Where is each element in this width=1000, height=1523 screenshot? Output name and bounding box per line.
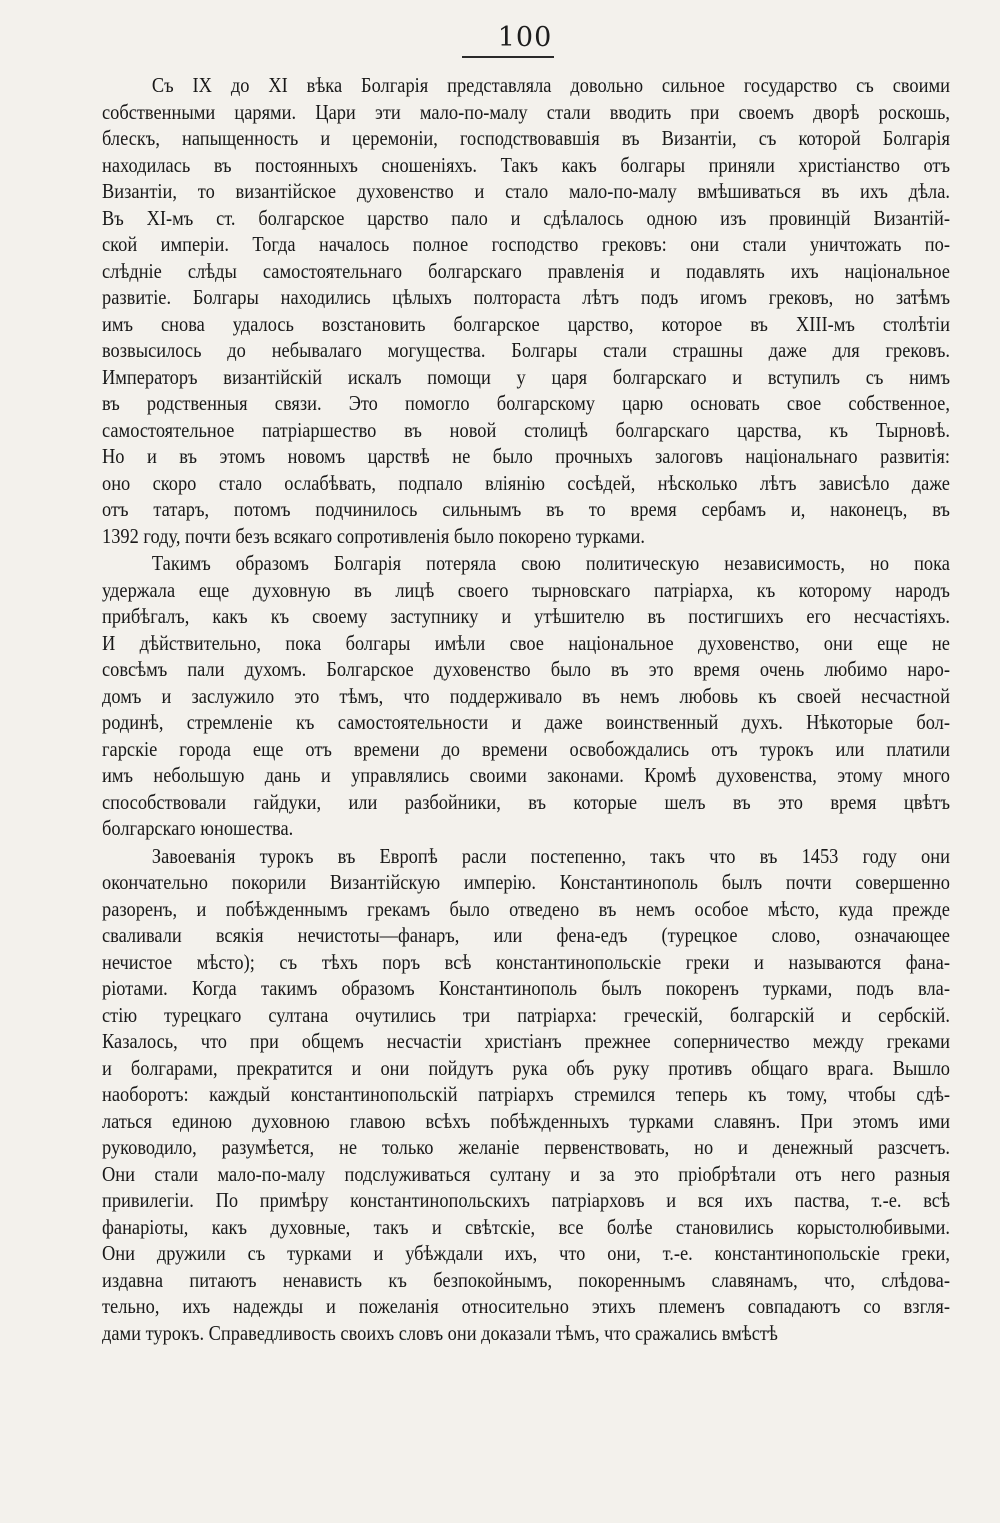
text-line: отъ татаръ, потомъ подчинилось сильнымъ въ то время сербамъ и, наконецъ, въ: [102, 497, 950, 521]
text-line: домъ и заслужило это тѣмъ, что поддерживало въ немъ любовь къ своей несчастной: [102, 683, 950, 708]
text-line: имъ небольшую дань и управлялись своими законами. Кромѣ духовенства, этому много: [102, 763, 950, 787]
text-line: возвысилось до небывалаго могущества. Болгары стали страшны даже для грековъ.: [102, 338, 950, 362]
text-line: совсѣмъ пали духомъ. Болгарское духовенство было въ это время очень любимо наро-: [102, 657, 950, 681]
text-line: родинѣ, стремленіе къ самостоятельности и даже воинственный духъ. Нѣкоторые бол-: [102, 710, 950, 734]
text-line: стію турецкаго султана очутились три патріарха: греческій, болгарскій и сербскій.: [102, 1002, 950, 1027]
text-line: ріотами. Когда такимъ образомъ Константинополь былъ покоренъ турками, подъ вла-: [102, 976, 950, 1000]
text-line: способствовали гайдуки, или разбойники, въ которые шелъ въ это время цвѣтъ: [102, 789, 950, 814]
page-number: 100: [497, 22, 553, 53]
paragraph-3: [102, 843, 950, 1347]
text-line: и болгарами, прекратится и они пойдутъ рука объ руку противъ общаго врага. Вышло: [102, 1055, 950, 1080]
text-line: удержала еще духовную въ лицѣ своего тырновскаго патріарха, къ которому народъ: [102, 577, 950, 602]
text-line: Но и въ этомъ новомъ царствѣ не было прочныхъ залоговъ національнаго развитія:: [102, 444, 950, 468]
text-line: Казалось, что при общемъ несчастіи христіанъ прежнее соперничество между греками: [102, 1029, 950, 1053]
text-line: Завоеванія турокъ въ Европѣ расли постепенно, такъ что въ 1453 году они: [151, 843, 950, 868]
text-line: разоренъ, и побѣжденнымъ грекамъ было отведено въ немъ особое мѣсто, куда прежде: [102, 896, 950, 921]
text-line: окончательно покорили Византійскую имперію. Константинополь былъ почти совершенно: [102, 870, 950, 894]
text-line: Такимъ образомъ Болгарія потеряла свою политическую независимость, но пока: [151, 551, 950, 575]
paragraph-1: [102, 72, 950, 549]
text-line: издавна питаютъ ненависть къ безпокойнымъ, покореннымъ славянамъ, что, слѣдова-: [102, 1267, 950, 1292]
page-number-underline: [462, 56, 554, 58]
text-line: Въ XI-мъ ст. болгарское царство пало и сдѣлалось одною изъ провинцій Византій-: [102, 205, 950, 230]
text-line: руководило, разумѣется, не только желаніе первенствовать, но и денежный разсчетъ.: [102, 1135, 950, 1159]
text-line: развитіе. Болгары находились цѣлыхъ полтораста лѣтъ подъ игомъ грековъ, но затѣмъ: [102, 285, 950, 309]
paragraph-2: [102, 550, 950, 842]
text-line: въ родственныя связи. Это помогло болгарскому царю основать свое собственное,: [102, 391, 950, 415]
text-line: болгарскаго юношества.: [102, 816, 294, 840]
text-line: собственными царями. Цари эти мало-по-малу стали вводить при своемъ дворѣ роскошь,: [102, 99, 950, 124]
text-line: гарскіе города еще отъ времени до времени освобождались отъ турокъ или платили: [102, 736, 950, 761]
text-line: наоборотъ: каждый константинопольскій патріархъ стремился теперь къ тому, чтобы сдѣ-: [102, 1082, 950, 1106]
text-line: Императоръ византійскій искалъ помощи у царя болгарскаго и вступилъ съ нимъ: [102, 364, 950, 389]
text-line: Они дружили съ турками и убѣждали ихъ, что они, т.-е. константинопольскіе греки,: [102, 1241, 950, 1265]
text-line: дами турокъ. Справедливость своихъ словъ они доказали тѣмъ, что сражались вмѣстѣ: [102, 1320, 778, 1345]
text-line: 1392 году, почти безъ всякаго сопротивленія было покорено турками.: [102, 523, 645, 548]
text-line: тельно, ихъ надежды и пожеланія относительно этихъ племенъ совпадаютъ со взгля-: [102, 1294, 950, 1318]
text-line: сваливали всякія нечистоты—фанаръ, или фена-едъ (турецкое слово, означающее: [102, 923, 950, 947]
text-line: прибѣгалъ, какъ къ своему заступнику и утѣшителю въ постигшихъ его несчастіяхъ.: [102, 604, 950, 628]
text-line: самостоятельное патріаршество въ новой столицѣ болгарскаго царства, къ Тырновѣ.: [102, 417, 950, 442]
text-line: блескъ, напыщенность и церемоніи, господствовавшія въ Византіи, съ которой Болгарія: [102, 126, 950, 150]
text-line: Съ IX до XI вѣка Болгарія представляла довольно сильное государство съ своими: [151, 73, 950, 97]
text-line: ской имперіи. Тогда началось полное господство грековъ: они стали уничтожать по-: [102, 232, 950, 256]
text-line: нечистое мѣсто); съ тѣхъ поръ всѣ константинопольскіе греки и называются фана-: [102, 949, 950, 974]
text-line: фанаріоты, какъ духовные, такъ и свѣтскіе, все болѣе становились корыстолюбивыми.: [102, 1214, 950, 1239]
text-line: Византіи, то византійское духовенство и стало мало-по-малу вмѣшиваться въ ихъ дѣла.: [102, 179, 950, 203]
text-line: привилегіи. По примѣру константинопольскихъ патріарховъ и вся ихъ паства, т.-е. всѣ: [102, 1188, 950, 1212]
text-line: находилась въ постоянныхъ сношеніяхъ. Такъ какъ болгары приняли христіанство отъ: [102, 152, 950, 177]
text-line: И дѣйствительно, пока болгары имѣли свое національное духовенство, они еще не: [102, 630, 950, 655]
text-line: оно скоро стало ослабѣвать, подпало вліянію сосѣдей, нѣсколько лѣтъ зависѣло даже: [102, 470, 950, 495]
text-line: слѣдніе слѣды самостоятельнаго болгарскаго правленія и подавлять ихъ національное: [102, 258, 950, 283]
body-text: [102, 72, 950, 1347]
text-line: Они стали мало-по-малу подслуживаться султану и за это пріобрѣтали отъ него разныя: [102, 1161, 950, 1186]
text-line: латься единою духовною главою всѣхъ побѣжденныхъ турками славянъ. При этомъ ими: [102, 1108, 950, 1133]
text-line: имъ снова удалось возстановить болгарское царство, которое въ XIII-мъ столѣтіи: [102, 311, 950, 336]
